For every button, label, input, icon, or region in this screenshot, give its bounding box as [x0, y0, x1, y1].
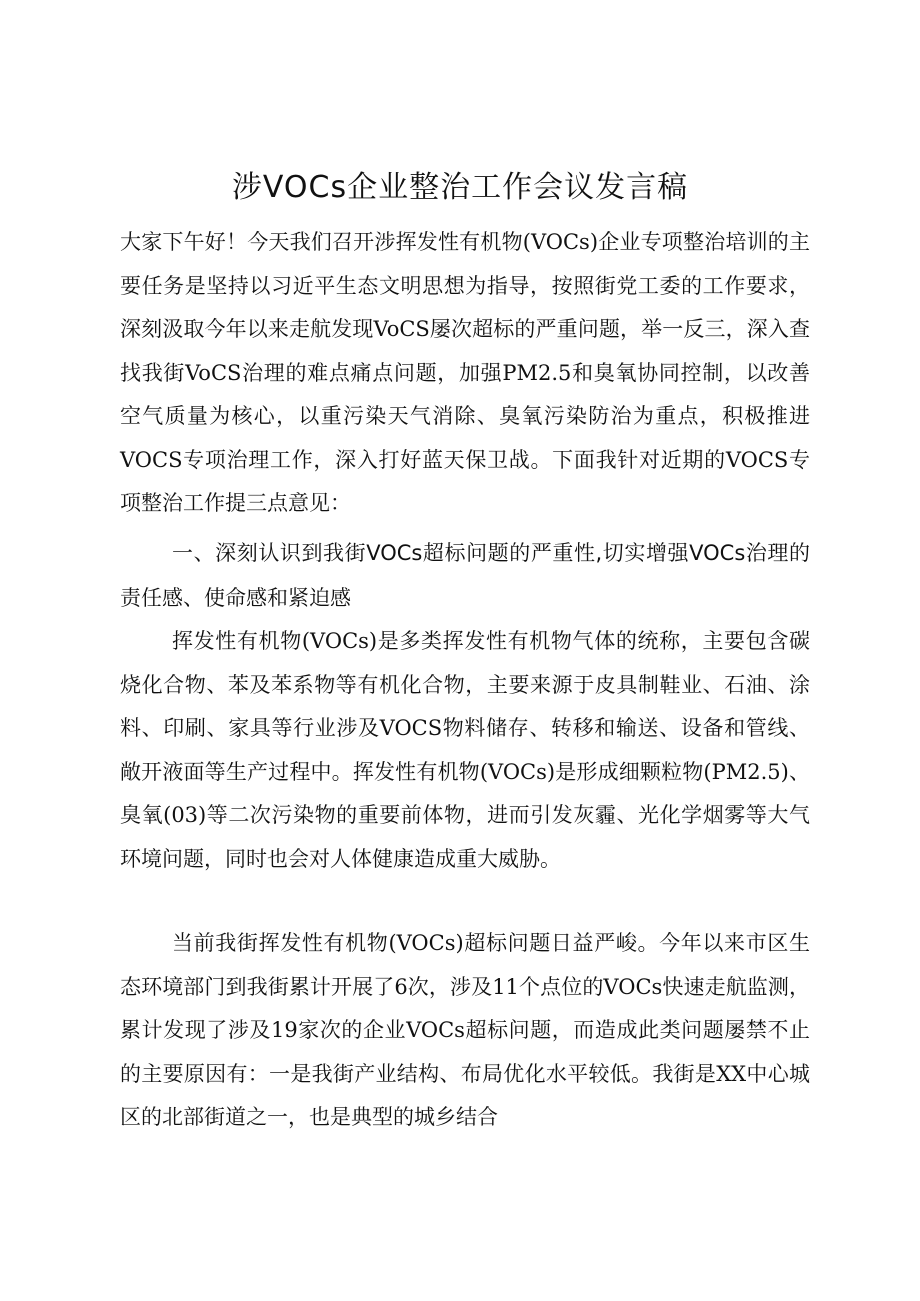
body-paragraph-2: 当前我街挥发性有机物(VOCs)超标问题日益严峻。今年以来市区生态环境部门到我街累计开展了6次，涉及11个点位的VOCs快速走航监测，累计发现了涉及19家次的企业VOCs超标问题，而造成此类问题屡禁不止的主要原因有：一是我街产业结构、布局优化水平较低。我街是XX中心城区的北部街道之一，也是典型的城乡结合 [120, 931, 810, 1129]
document-title: 涉VOCs企业整治工作会议发言稿 [231, 170, 689, 205]
body-paragraph-1: 挥发性有机物(VOCs)是多类挥发性有机物气体的统称，主要包含碳烧化合物、苯及苯系物等有机化合物，主要来源于皮具制鞋业、石油、涂料、印刷、家具等行业涉及VOCS物料储存、转移和输送、设备和管线、敞开液面等生产过程中。挥发性有机物(VOCs)是形成细颗粒物(PM2.5)、臭氧(03)等二次污染物的重要前体物，进而引发灰霾、光化学烟雾等大气环境问题，同时也会对人体健康造成重大威胁。 [120, 629, 810, 871]
section-heading-1: 一、深刻认识到我街VOCs超标问题的严重性,切实增强VOCs治理的责任感、使命感和紧迫感 [120, 541, 810, 610]
intro-paragraph: 大家下午好！今天我们召开涉挥发性有机物(VOCs)企业专项整治培训的主要任务是坚持以习近平生态文明思想为指导，按照街党工委的工作要求，深刻汲取今年以来走航发现VoCS屡次超标的严重问题，举一反三，深入查找我街VoCS治理的难点痛点问题，加强PM2.5和臭氧协同控制，以改善空气质量为核心，以重污染天气消除、臭氧污染防治为重点，积极推进VOCS专项治理工作，深入打好蓝天保卫战。下面我针对近期的VOCS专项整治工作提三点意见： [120, 230, 810, 515]
